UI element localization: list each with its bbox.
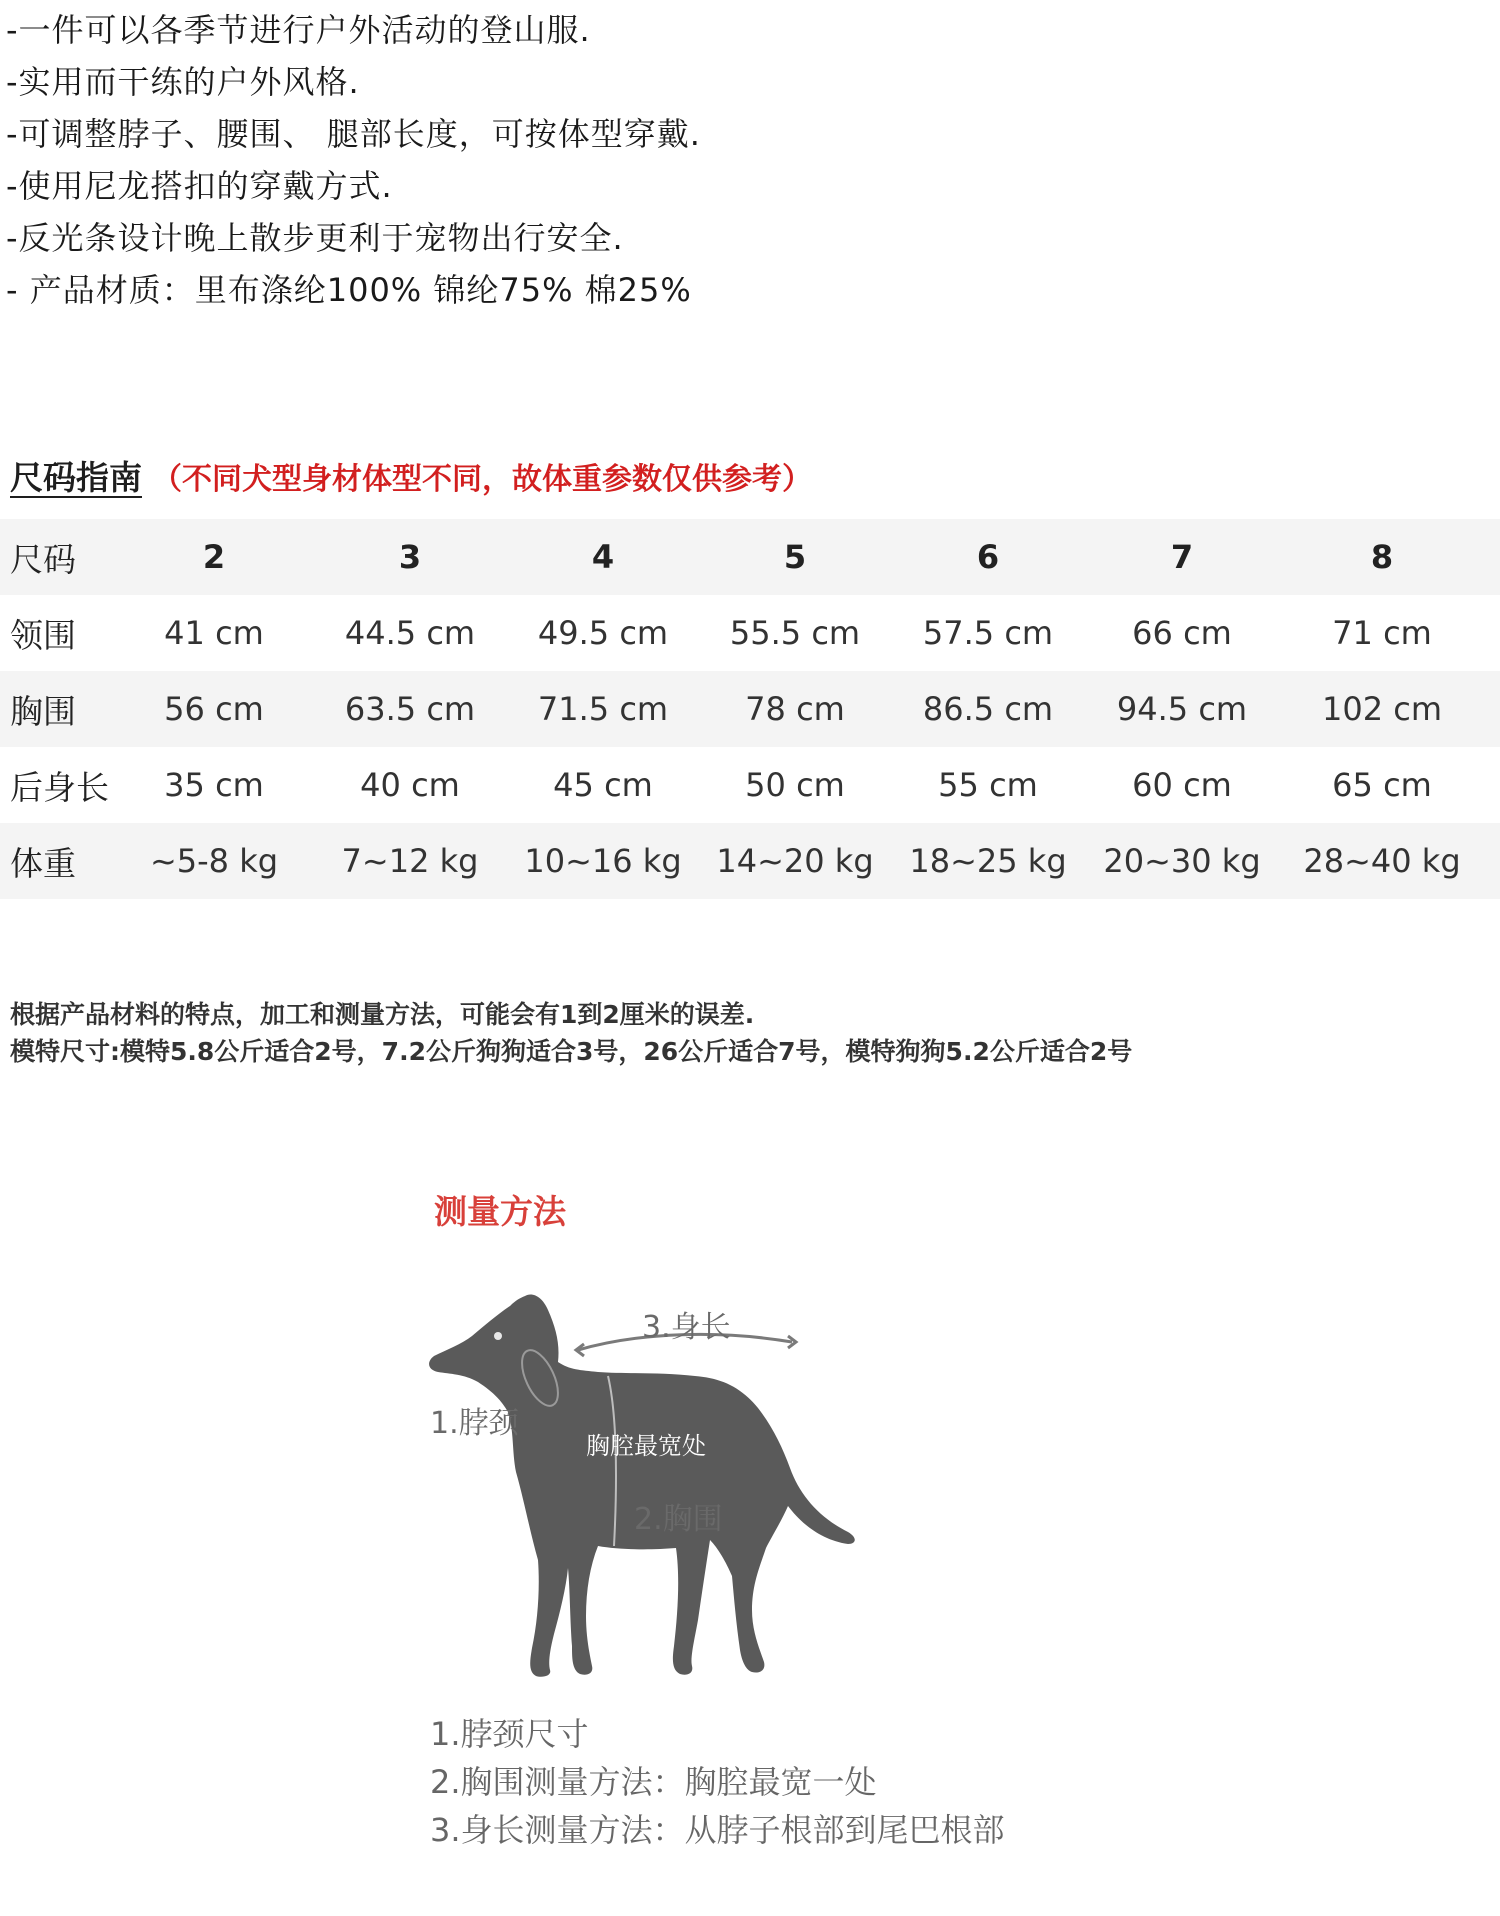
measure-title: 测量方法 (434, 1192, 566, 1231)
table-cell: 14~20 kg (716, 842, 874, 880)
feature-line: -反光条设计晚上散步更利于宠物出行安全. (6, 219, 624, 257)
table-cell: 57.5 cm (922, 614, 1054, 652)
feature-list (6, 4, 701, 316)
table-cell: 2 (202, 538, 226, 576)
table-cell: 7~12 kg (341, 842, 479, 880)
table-row (0, 747, 1500, 823)
table-cell: 50 cm (745, 766, 845, 804)
table-cell: 6 (976, 538, 1000, 576)
note-line: 模特尺寸:模特5.8公斤适合2号，7.2公斤狗狗适合3号，26公斤适合7号，模特狗狗5.2公斤适合2号 (10, 1037, 1133, 1066)
table-cell: 28~40 kg (1303, 842, 1461, 880)
table-cell: 44.5 cm (344, 614, 476, 652)
size-guide-note: （不同犬型身材体型不同，故体重参数仅供参考） (152, 462, 812, 497)
chest-label: 2.胸围 (634, 1502, 723, 1537)
measure-method-list (430, 1710, 1005, 1854)
table-cell: 55.5 cm (729, 614, 861, 652)
table-row-label: 尺码 (10, 539, 76, 579)
neck-label: 1.脖颈 (430, 1406, 519, 1441)
table-cell: 8 (1370, 538, 1394, 576)
table-cell: 4 (591, 538, 615, 576)
table-cell: 45 cm (553, 766, 653, 804)
size-guide-header (10, 452, 812, 499)
method-line: 1.脖颈尺寸 (430, 1715, 589, 1753)
table-cell: 71 cm (1332, 614, 1432, 652)
measurement-diagram (420, 1270, 980, 1690)
table-cell: 3 (398, 538, 422, 576)
table-cell: 86.5 cm (922, 690, 1054, 728)
table-row (0, 595, 1500, 671)
table-cell: 66 cm (1132, 614, 1232, 652)
table-cell: 71.5 cm (537, 690, 669, 728)
table-row (0, 823, 1500, 899)
table-cell: 10~16 kg (524, 842, 682, 880)
feature-line: -实用而干练的户外风格. (6, 63, 360, 101)
note-line: 根据产品材料的特点，加工和测量方法，可能会有1到2厘米的误差. (10, 1000, 755, 1029)
table-cell: 41 cm (164, 614, 264, 652)
table-cell: 102 cm (1321, 690, 1443, 728)
size-table (0, 519, 1500, 899)
feature-line: -使用尼龙搭扣的穿戴方式. (6, 167, 393, 205)
chest-widest-label: 胸腔最宽处 (586, 1432, 706, 1460)
method-line: 3.身长测量方法：从脖子根部到尾巴根部 (430, 1811, 1005, 1849)
table-cell: 40 cm (360, 766, 460, 804)
table-cell: 65 cm (1332, 766, 1432, 804)
table-cell: 5 (783, 538, 807, 576)
method-line: 2.胸围测量方法：胸腔最宽一处 (430, 1763, 877, 1801)
table-row-label: 胸围 (10, 691, 76, 731)
body-length-label: 3.身长 (642, 1310, 731, 1345)
table-cell: 35 cm (164, 766, 264, 804)
table-cell: 7 (1170, 538, 1194, 576)
feature-line: -可调整脖子、腰围、 腿部长度，可按体型穿戴. (6, 115, 701, 153)
table-header-row (0, 519, 1500, 595)
size-guide-title: 尺码指南 (10, 458, 142, 497)
table-cell: 18~25 kg (909, 842, 1067, 880)
table-row-label: 后身长 (10, 767, 109, 807)
tolerance-notes (10, 996, 1132, 1070)
feature-line: -一件可以各季节进行户外活动的登山服. (6, 11, 591, 49)
table-cell: ~5-8 kg (149, 842, 279, 880)
table-cell: 56 cm (164, 690, 264, 728)
table-cell: 63.5 cm (344, 690, 476, 728)
table-cell: 49.5 cm (537, 614, 669, 652)
table-cell: 78 cm (745, 690, 845, 728)
table-row-label: 体重 (10, 843, 76, 883)
feature-line: - 产品材质：里布涤纶100% 锦纶75% 棉25% (6, 271, 692, 309)
table-row (0, 671, 1500, 747)
table-row-label: 领围 (10, 615, 76, 655)
table-cell: 94.5 cm (1116, 690, 1248, 728)
table-cell: 55 cm (938, 766, 1038, 804)
table-cell: 20~30 kg (1103, 842, 1261, 880)
table-cell: 60 cm (1132, 766, 1232, 804)
